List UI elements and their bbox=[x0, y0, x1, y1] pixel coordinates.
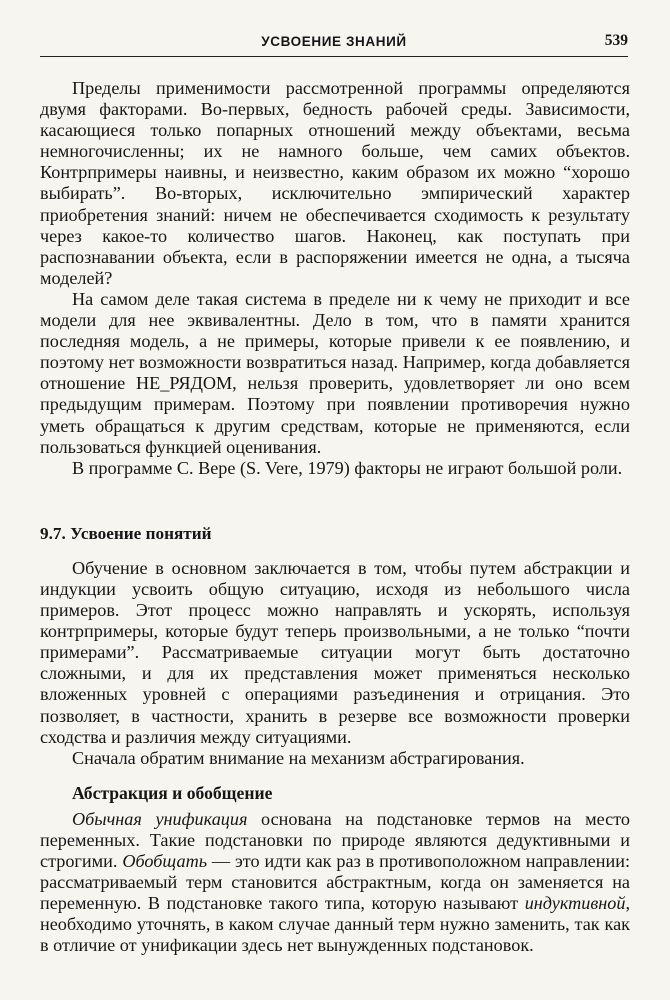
paragraph-unification bbox=[40, 809, 630, 957]
paragraph-learning: Обучение в основном заключается в том, чтобы путем абстракции и индукции усвоить общую ситуацию, исходя из небольшого числа примеров. Этот процесс можно направлять и ускорять, используя контрпримеры, которые будут теперь произвольными, а не только “почти примерами”. Рассматриваемые ситуации могут быть достаточно сложными, и для их представления может применяться несколько вложенных уровней с операциями разъединения и отрицания. Это позволяет, в частности, хранить в резерве все возможности проверки сходства и различия между ситуациями. bbox=[40, 557, 630, 747]
paragraph-abstraction-intro: Сначала обратим внимание на механизм абстрагирования. bbox=[72, 747, 525, 768]
term-inductive: индуктивной bbox=[524, 893, 626, 914]
text-unification: основана на подстановке термов на место переменных. Такие подстановки по природе являются дедуктивными и строгими. bbox=[40, 808, 630, 872]
running-head-title: УСВОЕНИЕ ЗНАНИЙ bbox=[261, 34, 407, 49]
page-body bbox=[40, 78, 630, 957]
section-heading: 9.7. Усвоение понятий bbox=[40, 523, 212, 543]
page-number: 539 bbox=[604, 32, 628, 49]
text-generalize: — это идти как раз в противоположном направлении: рассматриваемый терм становится абстрактным, когда он заменяется на переменную. В подстановке такого типа, которую называют bbox=[40, 851, 630, 914]
term-generalize: Обобщать bbox=[122, 851, 208, 872]
term-unification: Обычная унификация bbox=[72, 808, 248, 829]
subsection-heading: Абстракция и обобщение bbox=[72, 782, 273, 803]
paragraph-vere: В программе С. Вере (S. Vere, 1979) факторы не играют большой роли. bbox=[72, 457, 623, 478]
text-inductive: , необходимо уточнять, в каком случае данный терм нужно заменить, так как в отличие от унификации здесь нет вынужденных подстановок. bbox=[40, 893, 630, 956]
paragraph-equivalence: На самом деле такая система в пределе ни к чему не приходит и все модели для нее эквивалентны. Дело в том, что в памяти хранится последняя модель, а не примеры, которые привели к ее появлению, и поэтому нет возможности возвратиться назад. Например, когда добавляется отношение НЕ_РЯДОМ, нельзя проверить, удовлетворяет ли оно всем предыдущим примерам. Поэтому при появлении противоречия нужно уметь обращаться к другим средствам, которые не применяются, если пользоваться функцией оценивания. bbox=[40, 288, 630, 457]
paragraph-limits: Пределы применимости рассмотренной программы определяются двумя факторами. Во-первых, бедность рабочей среды. Зависимости, касающиеся только попарных отношений между объектами, весьма немногочисленны; их не намного больше, чем самих объектов. Контрпримеры наивны, и неизвестно, каким образом их можно “хорошо выбирать”. Во-вторых, исключительно эмпирический характер приобретения знаний: ничем не обеспечивается сходимость к результату через какое-то количество шагов. Наконец, как поступать при распознавании объекта, если в распоряжении имеется не одна, а тысяча моделей? bbox=[40, 78, 630, 288]
running-head bbox=[40, 30, 628, 57]
